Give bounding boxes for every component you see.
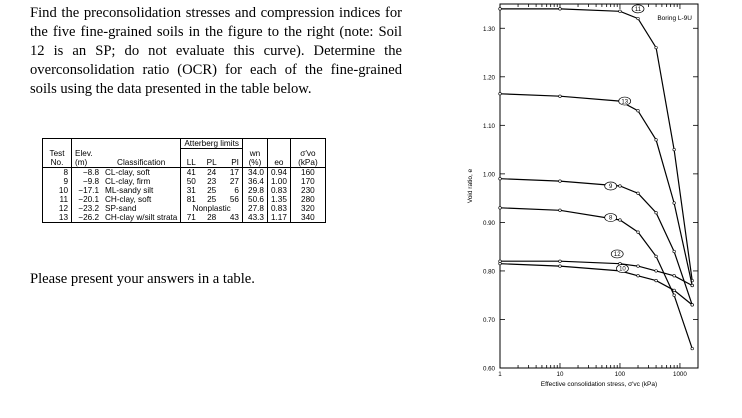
data-point xyxy=(673,294,676,297)
table-row xyxy=(43,167,326,177)
data-point xyxy=(637,17,640,20)
curve-label: 9 xyxy=(608,184,613,191)
data-point xyxy=(691,284,694,287)
data-point xyxy=(559,260,562,263)
problem-statement xyxy=(30,4,402,99)
y-tick-label: 1.10 xyxy=(482,122,495,130)
cell-classification: CH-clay w/silt strata xyxy=(102,213,181,223)
cell-pl: 28 xyxy=(201,213,222,223)
cell-ll: 31 xyxy=(181,186,201,195)
cell-wn: 36.4 xyxy=(242,177,267,186)
data-point xyxy=(559,95,562,98)
cell-svo: 160 xyxy=(290,167,325,177)
cell-wn: 27.8 xyxy=(242,204,267,213)
answer-instruction: Please present your answers in a table. xyxy=(30,271,255,287)
col-test-no: Test No. xyxy=(43,149,72,168)
cell-elev: −9.8 xyxy=(72,177,103,186)
cell-svo: 230 xyxy=(290,186,325,195)
table-row xyxy=(43,195,326,204)
spacer xyxy=(72,139,103,149)
data-point xyxy=(499,92,502,95)
curve-label: 11 xyxy=(634,7,642,14)
data-point xyxy=(559,8,562,11)
data-point xyxy=(637,265,640,268)
problem-text: Find the preconsolidation stresses and compression indices for the five fine-grained soils in the figure to the right (note: Soil 12 is an SP; do not evaluate this curve). Determine the overconsolidation ratio (OCR) for each of the fine-grained soils using the data presented in the table below. xyxy=(30,5,402,97)
data-point xyxy=(655,139,658,142)
curve-10 xyxy=(500,264,692,305)
cell-pl: 25 xyxy=(207,194,217,204)
cell-wn: 29.8 xyxy=(242,186,267,195)
y-tick-label: 0.80 xyxy=(482,268,495,276)
cell-test: 12 xyxy=(43,204,72,213)
cell-pl: 25 xyxy=(207,185,217,195)
col-pi: PI xyxy=(222,149,242,168)
table-body xyxy=(43,167,326,222)
atterberg-group-header: Atterberg limits xyxy=(181,139,243,149)
cell-svo: 320 xyxy=(290,204,325,213)
cell-svo: 280 xyxy=(290,195,325,204)
cell-e0: 0.83 xyxy=(267,186,290,195)
cell-classification: CL-clay, soft xyxy=(105,167,150,177)
cell-elev: −20.1 xyxy=(72,195,103,204)
table-row xyxy=(43,186,326,195)
col-pl: PL xyxy=(201,149,222,168)
cell-test: 10 xyxy=(43,186,72,195)
table-row xyxy=(43,204,326,213)
cell-classification: CL-clay, firm xyxy=(105,176,151,186)
cell-e0: 0.83 xyxy=(267,204,290,213)
cell-pl: 23 xyxy=(207,176,217,186)
data-point xyxy=(637,231,640,234)
data-point xyxy=(619,185,622,188)
cell-e0: 0.94 xyxy=(267,167,290,177)
cell-e0: 1.35 xyxy=(267,195,290,204)
spacer xyxy=(290,139,325,149)
data-point xyxy=(499,177,502,180)
cell-test: 11 xyxy=(43,195,72,204)
data-point xyxy=(673,274,676,277)
x-tick-label: 100 xyxy=(614,371,626,378)
data-point xyxy=(691,347,694,350)
cell-elev: −8.8 xyxy=(72,167,103,177)
cell-ll: 50 xyxy=(181,177,201,186)
y-tick-label: 1.00 xyxy=(482,171,495,179)
cell-wn: 34.0 xyxy=(242,167,267,177)
cell-pl-merged: Nonplastic xyxy=(181,204,243,213)
data-point xyxy=(637,109,640,112)
cell-ll: 81 xyxy=(181,195,201,204)
data-point xyxy=(559,180,562,183)
cell-e0: 1.00 xyxy=(267,177,290,186)
curve-label: 10 xyxy=(619,266,626,273)
cell-pi: 17 xyxy=(229,167,239,177)
curve-9 xyxy=(500,179,692,305)
data-point xyxy=(637,192,640,195)
data-point xyxy=(655,255,658,258)
col-ll: LL xyxy=(181,149,201,168)
table-row xyxy=(43,177,326,186)
x-tick-label: 10 xyxy=(556,371,564,378)
col-classification: Classification xyxy=(102,149,181,168)
cell-e0: 1.17 xyxy=(267,213,290,223)
y-axis-label: Void ratio, e xyxy=(467,168,474,204)
table-row xyxy=(43,213,326,223)
cell-wn: 43.3 xyxy=(242,213,267,223)
col-wn: wn (%) xyxy=(242,149,267,168)
y-tick-label: 0.70 xyxy=(482,316,495,324)
cell-elev: −23.2 xyxy=(72,204,103,213)
data-point xyxy=(499,207,502,210)
cell-ll: 71 xyxy=(181,213,201,223)
plot-frame xyxy=(500,4,698,368)
data-point xyxy=(655,46,658,49)
soil-data-table xyxy=(42,138,326,223)
cell-test: 8 xyxy=(43,167,72,177)
cell-classification: CH-clay, soft xyxy=(105,194,152,204)
data-point xyxy=(637,274,640,277)
data-point xyxy=(619,219,622,222)
cell-pi: 6 xyxy=(234,185,239,195)
cell-elev: −17.1 xyxy=(72,186,103,195)
x-axis-label: Effective consolidation stress, σ′vc (kPa) xyxy=(540,381,658,388)
data-point xyxy=(673,289,676,292)
curve-13 xyxy=(500,94,692,286)
y-tick-label: 1.30 xyxy=(482,25,495,33)
col-elev: Elev. (m) xyxy=(72,149,103,168)
spacer xyxy=(102,139,181,149)
cell-pi: 56 xyxy=(229,194,239,204)
col-e0: eo xyxy=(267,149,290,168)
spacer xyxy=(267,139,290,149)
cell-test: 13 xyxy=(43,213,72,223)
data-point xyxy=(499,262,502,265)
cell-classification: ML-sandy silt xyxy=(105,185,154,195)
data-point xyxy=(619,10,622,13)
spacer xyxy=(242,139,267,149)
data-point xyxy=(673,148,676,151)
col-svo: σ′vo (kPa) xyxy=(290,149,325,168)
cell-test: 9 xyxy=(43,177,72,186)
data-point xyxy=(559,209,562,212)
cell-svo: 340 xyxy=(290,213,325,223)
cell-classification: SP-sand xyxy=(105,203,137,213)
data-point xyxy=(499,8,502,11)
curve-label: 12 xyxy=(613,252,621,259)
data-point xyxy=(673,202,676,205)
y-tick-label: 0.60 xyxy=(482,365,495,373)
x-tick-label: 1 xyxy=(498,371,502,378)
x-tick-label: 1000 xyxy=(673,371,687,378)
consolidation-chart xyxy=(448,0,742,418)
curve-label: 13 xyxy=(621,99,629,106)
cell-ll: 41 xyxy=(181,167,201,177)
cell-pl: 24 xyxy=(207,167,217,177)
data-point xyxy=(655,211,658,214)
y-tick-label: 1.20 xyxy=(482,74,495,82)
cell-pi: 27 xyxy=(229,176,239,186)
spacer xyxy=(43,139,72,149)
curve-11 xyxy=(500,9,692,281)
data-point xyxy=(655,270,658,273)
data-point xyxy=(691,304,694,307)
chart-title: Boring L-9U xyxy=(657,15,692,22)
curve-label: 8 xyxy=(608,215,613,222)
cell-pi: 43 xyxy=(222,213,242,223)
data-point xyxy=(673,250,676,253)
data-point xyxy=(655,279,658,282)
y-tick-label: 0.90 xyxy=(482,219,495,227)
data-point xyxy=(559,265,562,268)
cell-wn: 50.6 xyxy=(242,195,267,204)
cell-elev: −26.2 xyxy=(72,213,103,223)
cell-svo: 170 xyxy=(290,177,325,186)
